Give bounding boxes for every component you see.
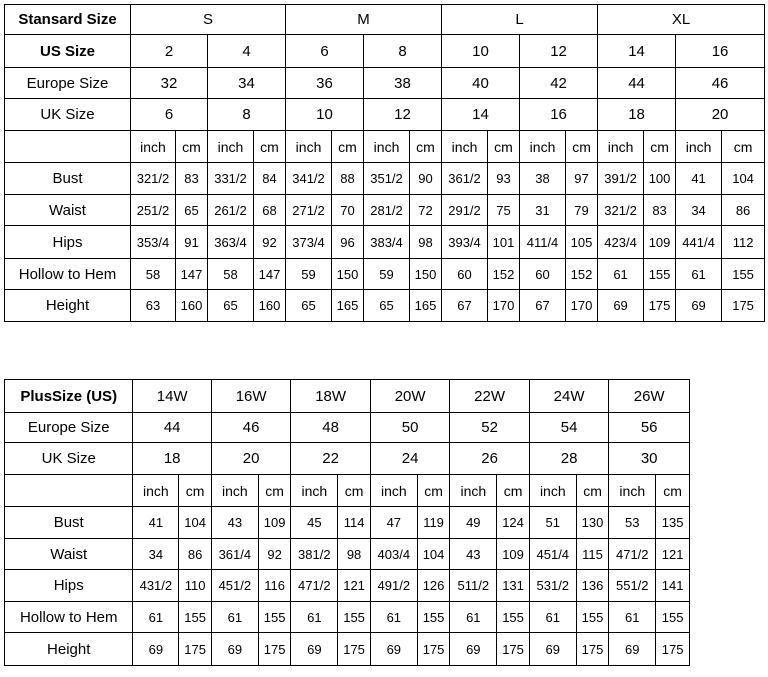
measure-value: 551/2 bbox=[609, 570, 656, 602]
unit-cm: cm bbox=[338, 475, 371, 507]
europe-size-value: 36 bbox=[286, 68, 364, 99]
measure-value: 373/4 bbox=[286, 226, 332, 259]
measure-value: 101 bbox=[488, 226, 520, 259]
measure-value: 98 bbox=[410, 226, 442, 259]
measure-value: 61 bbox=[529, 602, 576, 633]
us-size-value: 12 bbox=[520, 35, 598, 68]
measure-value: 150 bbox=[410, 259, 442, 290]
unit-cm: cm bbox=[488, 131, 520, 163]
measure-value: 175 bbox=[497, 633, 530, 666]
plus-europe-size-value: 44 bbox=[133, 413, 211, 443]
measure-value: 104 bbox=[417, 539, 450, 570]
measure-value: 72 bbox=[410, 195, 442, 226]
measure-value: 152 bbox=[566, 259, 598, 290]
measure-value: 155 bbox=[338, 602, 371, 633]
measure-value: 31 bbox=[520, 195, 566, 226]
measure-value: 93 bbox=[488, 163, 520, 195]
measure-value: 41 bbox=[133, 507, 179, 539]
plus-europe-size-value: 52 bbox=[450, 413, 529, 443]
measure-value: 104 bbox=[179, 507, 212, 539]
unit-inch: inch bbox=[208, 131, 254, 163]
uk-size-value: 16 bbox=[520, 99, 598, 131]
table-row bbox=[5, 633, 690, 666]
measure-value: 61 bbox=[211, 602, 258, 633]
measure-value: 69 bbox=[133, 633, 179, 666]
measure-value: 97 bbox=[566, 163, 598, 195]
measure-label-hollow-to-hem: Hollow to Hem bbox=[5, 259, 131, 290]
measure-value: 160 bbox=[254, 290, 286, 322]
us-size-value: 8 bbox=[364, 35, 442, 68]
measure-value: 147 bbox=[176, 259, 208, 290]
unit-inch: inch bbox=[133, 475, 179, 507]
measure-value: 96 bbox=[332, 226, 364, 259]
measure-value: 83 bbox=[176, 163, 208, 195]
table-row bbox=[5, 226, 765, 259]
measure-value: 69 bbox=[676, 290, 722, 322]
measure-value: 98 bbox=[338, 539, 371, 570]
measure-value: 110 bbox=[179, 570, 212, 602]
measure-value: 511/2 bbox=[450, 570, 497, 602]
plus-uk-size-label: UK Size bbox=[5, 443, 133, 475]
measure-value: 65 bbox=[208, 290, 254, 322]
measure-value: 59 bbox=[286, 259, 332, 290]
measure-value: 58 bbox=[131, 259, 176, 290]
measure-value: 69 bbox=[609, 633, 656, 666]
europe-size-label: Europe Size bbox=[5, 68, 131, 99]
us-size-value: 10 bbox=[442, 35, 520, 68]
measure-value: 175 bbox=[644, 290, 676, 322]
measure-value: 61 bbox=[609, 602, 656, 633]
measure-value: 92 bbox=[254, 226, 286, 259]
unit-inch: inch bbox=[609, 475, 656, 507]
measure-value: 291/2 bbox=[442, 195, 488, 226]
measure-value: 155 bbox=[576, 602, 609, 633]
measure-value: 61 bbox=[370, 602, 417, 633]
table-row bbox=[5, 259, 765, 290]
measure-value: 115 bbox=[576, 539, 609, 570]
measure-value: 86 bbox=[722, 195, 765, 226]
table-row bbox=[5, 602, 690, 633]
measure-value: 126 bbox=[417, 570, 450, 602]
measure-value: 105 bbox=[566, 226, 598, 259]
measure-value: 69 bbox=[598, 290, 644, 322]
measure-value: 131 bbox=[497, 570, 530, 602]
measure-value: 471/2 bbox=[609, 539, 656, 570]
measure-value: 109 bbox=[497, 539, 530, 570]
plus-europe-size-label: Europe Size bbox=[5, 413, 133, 443]
unit-cm: cm bbox=[176, 131, 208, 163]
plus-us-size-14w: 14W bbox=[133, 380, 211, 413]
measure-value: 70 bbox=[332, 195, 364, 226]
plus-us-size-20w: 20W bbox=[370, 380, 449, 413]
measure-value: 90 bbox=[410, 163, 442, 195]
measure-value: 121 bbox=[656, 539, 690, 570]
unit-inch: inch bbox=[520, 131, 566, 163]
measure-value: 423/4 bbox=[598, 226, 644, 259]
measure-value: 130 bbox=[576, 507, 609, 539]
measure-value: 175 bbox=[417, 633, 450, 666]
measure-value: 155 bbox=[722, 259, 765, 290]
measure-value: 271/2 bbox=[286, 195, 332, 226]
plus-europe-size-value: 48 bbox=[291, 413, 370, 443]
measure-value: 251/2 bbox=[131, 195, 176, 226]
table-row bbox=[5, 131, 765, 163]
measure-value: 61 bbox=[291, 602, 338, 633]
europe-size-value: 34 bbox=[208, 68, 286, 99]
us-size-label: US Size bbox=[5, 35, 131, 68]
europe-size-value: 42 bbox=[520, 68, 598, 99]
unit-inch: inch bbox=[131, 131, 176, 163]
letter-size-m: M bbox=[286, 5, 442, 35]
measure-value: 381/2 bbox=[291, 539, 338, 570]
unit-inch: inch bbox=[598, 131, 644, 163]
measure-value: 69 bbox=[529, 633, 576, 666]
unit-inch: inch bbox=[286, 131, 332, 163]
uk-size-value: 12 bbox=[364, 99, 442, 131]
europe-size-value: 44 bbox=[598, 68, 676, 99]
measure-label-hips: Hips bbox=[5, 226, 131, 259]
unit-cm: cm bbox=[566, 131, 598, 163]
measure-value: 69 bbox=[211, 633, 258, 666]
measure-value: 86 bbox=[179, 539, 212, 570]
plus-us-size-26w: 26W bbox=[609, 380, 690, 413]
us-size-value: 14 bbox=[598, 35, 676, 68]
measure-value: 155 bbox=[497, 602, 530, 633]
table-row bbox=[5, 99, 765, 131]
measure-value: 43 bbox=[450, 539, 497, 570]
measure-value: 155 bbox=[179, 602, 212, 633]
measure-value: 69 bbox=[370, 633, 417, 666]
measure-value: 155 bbox=[644, 259, 676, 290]
measure-value: 104 bbox=[722, 163, 765, 195]
unit-inch: inch bbox=[529, 475, 576, 507]
plus-uk-size-value: 20 bbox=[211, 443, 290, 475]
plus-units-label-blank bbox=[5, 475, 133, 507]
uk-size-value: 18 bbox=[598, 99, 676, 131]
measure-value: 491/2 bbox=[370, 570, 417, 602]
measure-value: 170 bbox=[566, 290, 598, 322]
measure-value: 47 bbox=[370, 507, 417, 539]
table-row bbox=[5, 163, 765, 195]
plus-europe-size-value: 46 bbox=[211, 413, 290, 443]
measure-value: 91 bbox=[176, 226, 208, 259]
plus-uk-size-value: 30 bbox=[609, 443, 690, 475]
measure-value: 112 bbox=[722, 226, 765, 259]
letter-size-l: L bbox=[442, 5, 598, 35]
measure-value: 119 bbox=[417, 507, 450, 539]
measure-value: 58 bbox=[208, 259, 254, 290]
unit-inch: inch bbox=[291, 475, 338, 507]
measure-value: 60 bbox=[520, 259, 566, 290]
measure-value: 175 bbox=[656, 633, 690, 666]
unit-cm: cm bbox=[410, 131, 442, 163]
plus-uk-size-value: 28 bbox=[529, 443, 608, 475]
measure-value: 83 bbox=[644, 195, 676, 226]
measure-value: 135 bbox=[656, 507, 690, 539]
measure-value: 391/2 bbox=[598, 163, 644, 195]
measure-value: 53 bbox=[609, 507, 656, 539]
measure-value: 431/2 bbox=[133, 570, 179, 602]
measure-value: 155 bbox=[656, 602, 690, 633]
measure-label-bust: Bust bbox=[5, 163, 131, 195]
measure-value: 175 bbox=[179, 633, 212, 666]
table-row bbox=[5, 380, 690, 413]
measure-value: 175 bbox=[576, 633, 609, 666]
measure-value: 531/2 bbox=[529, 570, 576, 602]
measure-value: 67 bbox=[442, 290, 488, 322]
table-row bbox=[5, 413, 690, 443]
measure-value: 175 bbox=[338, 633, 371, 666]
measure-value: 152 bbox=[488, 259, 520, 290]
uk-size-value: 10 bbox=[286, 99, 364, 131]
measure-value: 175 bbox=[722, 290, 765, 322]
measure-value: 351/2 bbox=[364, 163, 410, 195]
plus-us-size-18w: 18W bbox=[291, 380, 370, 413]
europe-size-value: 38 bbox=[364, 68, 442, 99]
us-size-value: 2 bbox=[131, 35, 208, 68]
measure-value: 165 bbox=[410, 290, 442, 322]
measure-value: 383/4 bbox=[364, 226, 410, 259]
unit-cm: cm bbox=[722, 131, 765, 163]
measure-value: 92 bbox=[258, 539, 291, 570]
measure-value: 41 bbox=[676, 163, 722, 195]
uk-size-value: 8 bbox=[208, 99, 286, 131]
measure-value: 79 bbox=[566, 195, 598, 226]
plus-europe-size-value: 50 bbox=[370, 413, 449, 443]
measure-value: 451/2 bbox=[211, 570, 258, 602]
unit-cm: cm bbox=[332, 131, 364, 163]
unit-inch: inch bbox=[364, 131, 410, 163]
measure-value: 471/2 bbox=[291, 570, 338, 602]
plus-europe-size-value: 56 bbox=[609, 413, 690, 443]
measure-value: 38 bbox=[520, 163, 566, 195]
measure-value: 65 bbox=[176, 195, 208, 226]
measure-value: 403/4 bbox=[370, 539, 417, 570]
table-row bbox=[5, 475, 690, 507]
unit-cm: cm bbox=[576, 475, 609, 507]
plus-uk-size-value: 26 bbox=[450, 443, 529, 475]
uk-size-label: UK Size bbox=[5, 99, 131, 131]
us-size-value: 4 bbox=[208, 35, 286, 68]
units-label-blank bbox=[5, 131, 131, 163]
measure-value: 451/4 bbox=[529, 539, 576, 570]
measure-value: 321/2 bbox=[598, 195, 644, 226]
table-row bbox=[5, 570, 690, 602]
measure-value: 88 bbox=[332, 163, 364, 195]
europe-size-value: 32 bbox=[131, 68, 208, 99]
unit-inch: inch bbox=[442, 131, 488, 163]
plus-measure-label-height: Height bbox=[5, 633, 133, 666]
measure-value: 34 bbox=[676, 195, 722, 226]
measure-value: 49 bbox=[450, 507, 497, 539]
measure-value: 341/2 bbox=[286, 163, 332, 195]
uk-size-value: 6 bbox=[131, 99, 208, 131]
measure-value: 175 bbox=[258, 633, 291, 666]
measure-value: 141 bbox=[656, 570, 690, 602]
plus-size-header-label: PlusSize (US) bbox=[5, 380, 133, 413]
measure-value: 411/4 bbox=[520, 226, 566, 259]
letter-size-xl: XL bbox=[598, 5, 765, 35]
plus-measure-label-bust: Bust bbox=[5, 507, 133, 539]
measure-value: 75 bbox=[488, 195, 520, 226]
measure-value: 353/4 bbox=[131, 226, 176, 259]
unit-cm: cm bbox=[254, 131, 286, 163]
letter-size-s: S bbox=[131, 5, 286, 35]
measure-value: 147 bbox=[254, 259, 286, 290]
measure-value: 63 bbox=[131, 290, 176, 322]
measure-value: 84 bbox=[254, 163, 286, 195]
measure-value: 51 bbox=[529, 507, 576, 539]
europe-size-value: 40 bbox=[442, 68, 520, 99]
measure-value: 67 bbox=[520, 290, 566, 322]
measure-value: 281/2 bbox=[364, 195, 410, 226]
table-row bbox=[5, 5, 765, 35]
table-row bbox=[5, 35, 765, 68]
measure-value: 393/4 bbox=[442, 226, 488, 259]
measure-value: 69 bbox=[291, 633, 338, 666]
measure-value: 68 bbox=[254, 195, 286, 226]
unit-cm: cm bbox=[258, 475, 291, 507]
plus-measure-label-hollow-to-hem: Hollow to Hem bbox=[5, 602, 133, 633]
measure-value: 261/2 bbox=[208, 195, 254, 226]
measure-value: 155 bbox=[417, 602, 450, 633]
measure-value: 121 bbox=[338, 570, 371, 602]
europe-size-value: 46 bbox=[676, 68, 765, 99]
plus-us-size-16w: 16W bbox=[211, 380, 290, 413]
measure-value: 100 bbox=[644, 163, 676, 195]
plus-uk-size-value: 24 bbox=[370, 443, 449, 475]
measure-value: 116 bbox=[258, 570, 291, 602]
measure-value: 160 bbox=[176, 290, 208, 322]
measure-value: 34 bbox=[133, 539, 179, 570]
measure-value: 321/2 bbox=[131, 163, 176, 195]
measure-value: 361/2 bbox=[442, 163, 488, 195]
measure-value: 61 bbox=[450, 602, 497, 633]
measure-value: 441/4 bbox=[676, 226, 722, 259]
unit-cm: cm bbox=[497, 475, 530, 507]
measure-value: 363/4 bbox=[208, 226, 254, 259]
table-row bbox=[5, 290, 765, 322]
size-header-label: Stansard Size bbox=[5, 5, 131, 35]
plus-uk-size-value: 18 bbox=[133, 443, 211, 475]
measure-value: 331/2 bbox=[208, 163, 254, 195]
measure-value: 69 bbox=[450, 633, 497, 666]
measure-value: 109 bbox=[258, 507, 291, 539]
unit-inch: inch bbox=[211, 475, 258, 507]
measure-value: 61 bbox=[598, 259, 644, 290]
measure-label-height: Height bbox=[5, 290, 131, 322]
measure-value: 114 bbox=[338, 507, 371, 539]
standard-size-table bbox=[4, 4, 765, 322]
table-row bbox=[5, 68, 765, 99]
unit-cm: cm bbox=[179, 475, 212, 507]
unit-cm: cm bbox=[644, 131, 676, 163]
unit-inch: inch bbox=[450, 475, 497, 507]
measure-value: 165 bbox=[332, 290, 364, 322]
measure-value: 124 bbox=[497, 507, 530, 539]
measure-value: 61 bbox=[676, 259, 722, 290]
uk-size-value: 14 bbox=[442, 99, 520, 131]
measure-value: 150 bbox=[332, 259, 364, 290]
us-size-value: 6 bbox=[286, 35, 364, 68]
measure-value: 61 bbox=[133, 602, 179, 633]
measure-value: 65 bbox=[286, 290, 332, 322]
plus-uk-size-value: 22 bbox=[291, 443, 370, 475]
plus-us-size-22w: 22W bbox=[450, 380, 529, 413]
plus-size-table bbox=[4, 379, 690, 666]
table-row bbox=[5, 507, 690, 539]
plus-us-size-24w: 24W bbox=[529, 380, 608, 413]
us-size-value: 16 bbox=[676, 35, 765, 68]
measure-label-waist: Waist bbox=[5, 195, 131, 226]
measure-value: 65 bbox=[364, 290, 410, 322]
unit-cm: cm bbox=[417, 475, 450, 507]
unit-inch: inch bbox=[370, 475, 417, 507]
table-row bbox=[5, 539, 690, 570]
measure-value: 60 bbox=[442, 259, 488, 290]
unit-inch: inch bbox=[676, 131, 722, 163]
plus-europe-size-value: 54 bbox=[529, 413, 608, 443]
plus-measure-label-hips: Hips bbox=[5, 570, 133, 602]
uk-size-value: 20 bbox=[676, 99, 765, 131]
measure-value: 109 bbox=[644, 226, 676, 259]
measure-value: 136 bbox=[576, 570, 609, 602]
measure-value: 155 bbox=[258, 602, 291, 633]
unit-cm: cm bbox=[656, 475, 690, 507]
measure-value: 170 bbox=[488, 290, 520, 322]
table-row bbox=[5, 195, 765, 226]
plus-measure-label-waist: Waist bbox=[5, 539, 133, 570]
measure-value: 361/4 bbox=[211, 539, 258, 570]
measure-value: 59 bbox=[364, 259, 410, 290]
measure-value: 45 bbox=[291, 507, 338, 539]
table-row bbox=[5, 443, 690, 475]
measure-value: 43 bbox=[211, 507, 258, 539]
